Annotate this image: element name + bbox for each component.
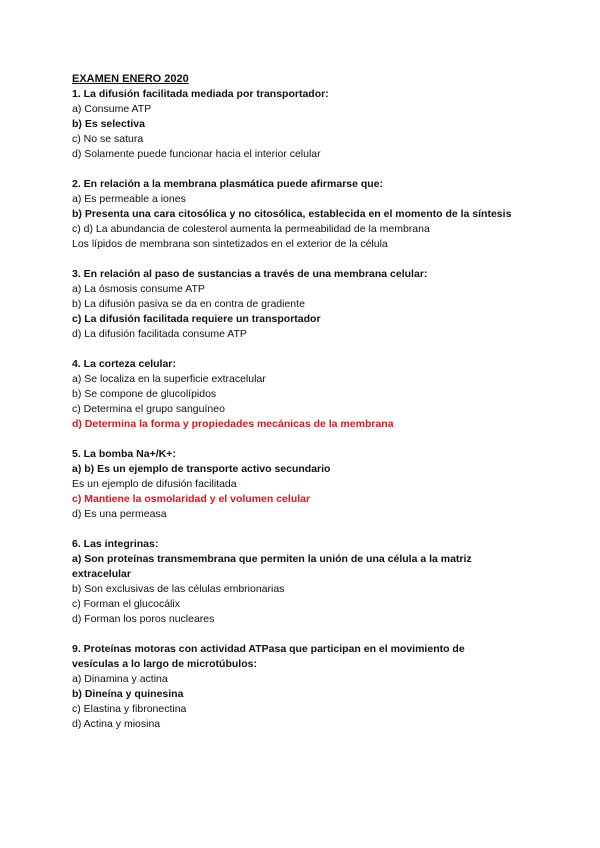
answer-option-highlighted: d) Determina la forma y propiedades mecánicas de la membrana	[72, 418, 394, 430]
question-text: 9. Proteínas motoras con actividad ATPasa que participan en el movimiento de vesículas a lo largo de microtúbulos:	[72, 643, 465, 670]
question-text: 2. En relación a la membrana plasmática puede afirmarse que:	[72, 178, 384, 190]
answer-option: d) Actina y miosina	[72, 718, 161, 730]
answer-option-highlighted: b) Presenta una cara citosólica y no citosólica, establecida en el momento de la síntesis	[72, 208, 512, 220]
answer-option: d) La difusión facilitada consume ATP	[72, 328, 247, 340]
answer-option: b) La difusión pasiva se da en contra de gradiente	[72, 298, 305, 310]
answer-option: c) Elastina y fibronectina	[72, 703, 187, 715]
answer-option-highlighted: a) Son proteínas transmembrana que permiten la unión de una célula a la matriz extracelular	[72, 553, 472, 580]
answer-option-highlighted: a) b) Es un ejemplo de transporte activo secundario	[72, 463, 331, 475]
question-block	[72, 87, 512, 162]
answer-option: d) Forman los poros nucleares	[72, 613, 215, 625]
question-block	[72, 447, 512, 522]
question-list	[72, 87, 512, 732]
answer-option: c) No se satura	[72, 133, 144, 145]
question-text: 3. En relación al paso de sustancias a través de una membrana celular:	[72, 268, 428, 280]
exam-page	[72, 72, 512, 747]
answer-option-highlighted: b) Dineína y quinesina	[72, 688, 184, 700]
answer-option-highlighted: b) Es selectiva	[72, 118, 145, 130]
question-block	[72, 267, 512, 342]
answer-option-highlighted: c) La difusión facilitada requiere un transportador	[72, 313, 321, 325]
answer-option: b) Son exclusivas de las células embrionarias	[72, 583, 285, 595]
question-text: 4. La corteza celular:	[72, 358, 176, 370]
answer-option: a) La ósmosis consume ATP	[72, 283, 205, 295]
answer-option: c) Determina el grupo sanguíneo	[72, 403, 225, 415]
answer-option: b) Se compone de glucolípidos	[72, 388, 217, 400]
answer-option: Los lípidos de membrana son sintetizados en el exterior de la célula	[72, 238, 388, 250]
question-block	[72, 357, 512, 432]
answer-option: a) Se localiza en la superficie extracelular	[72, 373, 266, 385]
question-block	[72, 642, 512, 732]
question-text: 1. La difusión facilitada mediada por transportador:	[72, 88, 329, 100]
answer-option: c) d) La abundancia de colesterol aumenta la permeabilidad de la membrana	[72, 223, 430, 235]
answer-option-highlighted: c) Mantiene la osmolaridad y el volumen celular	[72, 493, 311, 505]
answer-option: d) Es una permeasa	[72, 508, 167, 520]
answer-option: a) Es permeable a iones	[72, 193, 186, 205]
answer-option: c) Forman el glucocálix	[72, 598, 180, 610]
answer-option: Es un ejemplo de difusión facilitada	[72, 478, 237, 490]
answer-option: d) Solamente puede funcionar hacia el interior celular	[72, 148, 321, 160]
question-text: 5. La bomba Na+/K+:	[72, 448, 176, 460]
answer-option: a) Consume ATP	[72, 103, 152, 115]
page-title: EXAMEN ENERO 2020	[72, 73, 189, 85]
question-block	[72, 177, 512, 252]
answer-option: a) Dinamina y actina	[72, 673, 168, 685]
question-block	[72, 537, 512, 627]
question-text: 6. Las integrinas:	[72, 538, 159, 550]
